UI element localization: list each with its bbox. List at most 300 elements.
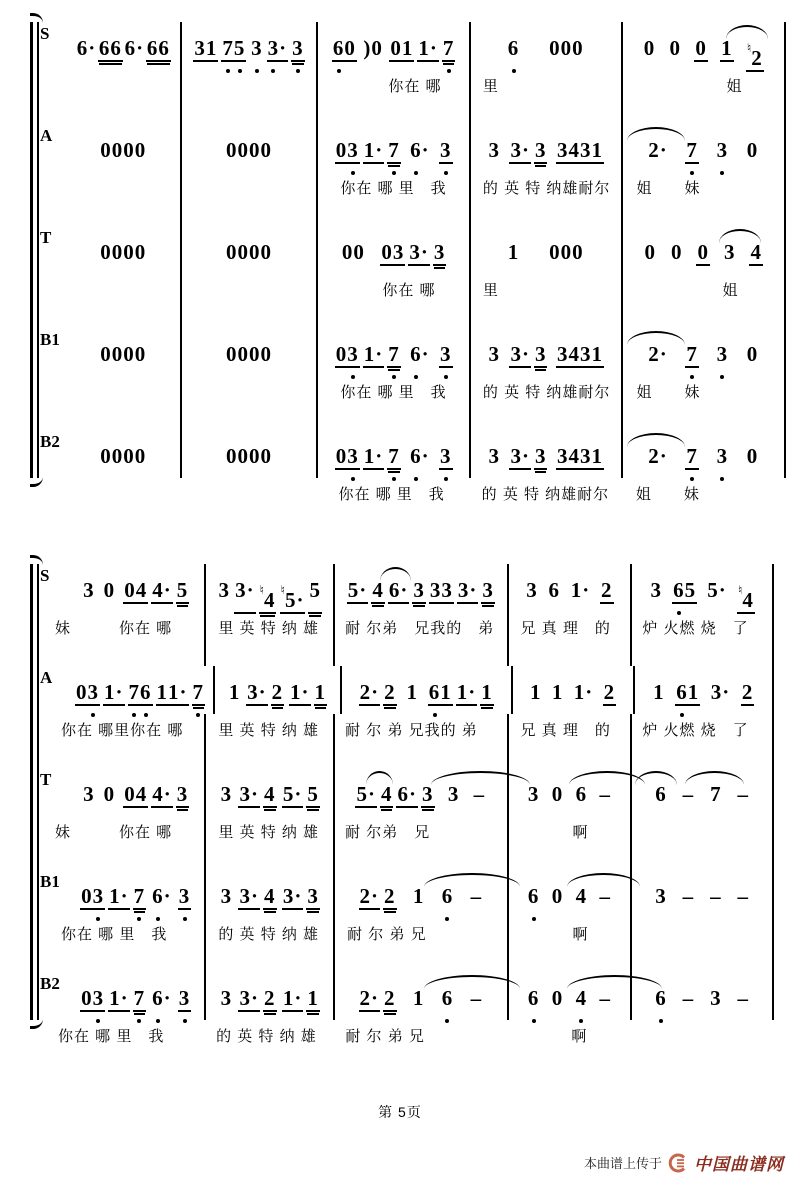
note-char: 3 [579, 444, 592, 468]
notes-line [33, 22, 180, 70]
note-char: 7 [388, 138, 400, 162]
note-char: · [371, 884, 380, 908]
note-char: 6 [146, 36, 159, 60]
lyric-cell [206, 714, 335, 768]
part-label: A [40, 126, 53, 145]
note-char: 0 [100, 444, 112, 468]
part-label: B1 [40, 872, 60, 891]
note-char: 4 [576, 986, 588, 1010]
note-char: · [258, 680, 267, 704]
note-token [341, 240, 366, 264]
note-char: 3 [440, 342, 452, 366]
note-char: 2 [601, 578, 613, 602]
note-token [709, 884, 723, 908]
note-token [548, 36, 585, 60]
note-token [716, 444, 730, 468]
note-char: 3 [650, 578, 662, 602]
note-char: 3 [194, 36, 206, 60]
note-token [749, 240, 763, 266]
lyric-cell [33, 612, 206, 666]
note-char: · [659, 138, 668, 162]
note-token [647, 444, 669, 468]
lyric-line: 里 英 特 纳 雄 [218, 824, 320, 841]
note-char: 5 [309, 578, 321, 602]
measure-cell [182, 430, 319, 478]
note-token [362, 36, 384, 60]
note-token [575, 884, 589, 908]
note-char: 5 [347, 578, 360, 602]
note-token [389, 36, 414, 62]
note-group [509, 342, 547, 368]
note-token [133, 884, 147, 910]
note-token [387, 444, 401, 470]
note-char: 0 [549, 36, 561, 60]
lyric-line: 妹 你在 哪 [55, 824, 173, 841]
note-token [706, 578, 728, 602]
note-char: 3 [556, 444, 569, 468]
note-char: 3 [292, 36, 304, 60]
note-token [741, 680, 755, 706]
note-token [383, 986, 397, 1012]
note-char: 1 [289, 680, 302, 704]
measure-cell [335, 768, 508, 816]
note-char: 3 [556, 138, 569, 162]
note-token [123, 782, 148, 808]
note-char: · [163, 578, 172, 602]
measure-cell [342, 666, 513, 714]
note-char: 3 [307, 884, 319, 908]
note-char: · [179, 680, 188, 704]
note-char: 6 [410, 444, 422, 468]
measure-cell [206, 768, 335, 816]
note-token [447, 782, 461, 806]
lyric-line [30, 478, 179, 532]
lyric-cell [206, 612, 335, 666]
note-token [263, 884, 277, 910]
note-token [371, 578, 385, 604]
note-char: 1 [573, 680, 586, 704]
note-token [643, 36, 657, 60]
note-char: · [136, 36, 145, 60]
note-token [228, 680, 242, 704]
measure-cell [33, 430, 182, 478]
note-token [746, 138, 760, 162]
note-char: 0 [353, 240, 365, 264]
note-char: 3 [93, 884, 105, 908]
note-token [649, 578, 663, 602]
note-char: 2 [648, 138, 660, 162]
lyric-cell [206, 816, 335, 870]
note-char: 1 [156, 680, 169, 704]
lyric-cell [33, 70, 182, 124]
lyric-line: 姐 [726, 78, 743, 95]
note-char: 3 [510, 138, 522, 162]
lyrics-row [33, 70, 786, 124]
part-label: T [40, 228, 52, 247]
note-char: 1 [282, 986, 295, 1010]
note-token [99, 444, 147, 468]
note-char: 3 [247, 680, 259, 704]
note-char: 1 [456, 680, 469, 704]
note-char: 2 [384, 680, 396, 704]
notes-row [33, 768, 774, 816]
lyric-line: 姐 妹 [636, 384, 701, 401]
note-token [456, 680, 478, 706]
note-token [220, 782, 234, 806]
note-char: · [115, 680, 124, 704]
lyric-cell [33, 274, 182, 328]
note-char: 4 [750, 240, 762, 264]
note-char: – [682, 986, 695, 1010]
measure-cell [335, 870, 508, 918]
note-char: · [582, 578, 591, 602]
lyric-cell [632, 1020, 774, 1074]
note-char: 0 [560, 240, 573, 264]
note-token [439, 444, 453, 470]
note-token [103, 578, 117, 602]
note-char: 0 [572, 36, 584, 60]
measure-cell [471, 124, 623, 172]
lyric-line [33, 172, 180, 226]
note-char: – [599, 884, 611, 908]
note-char: 0 [560, 36, 573, 60]
note-char: · [421, 342, 430, 366]
note-char: 1 [591, 444, 603, 468]
note-group [380, 240, 446, 266]
note-char: 5 [284, 588, 297, 613]
measure-cell [471, 430, 623, 478]
note-char: 4 [568, 444, 580, 468]
note-char: 3 [179, 986, 191, 1010]
note-char: 1 [687, 680, 700, 704]
note-char: 6 [152, 986, 164, 1010]
lyric-line: 炉 火燃 烧 了 [642, 722, 749, 739]
note-char: · [163, 986, 172, 1010]
lyric-line: 耐 尔 弟 兄 [347, 926, 427, 943]
note-char: 6 [110, 36, 122, 60]
note-char: · [371, 680, 380, 704]
note-token [654, 782, 668, 806]
note-char: 3 [220, 884, 233, 908]
note-char: 6 [673, 578, 685, 602]
note-char: 2 [648, 444, 660, 468]
note-token [151, 782, 173, 808]
note-token [124, 36, 146, 60]
note-token [481, 578, 495, 604]
note-char: 2 [603, 680, 616, 704]
note-char: 0 [746, 138, 759, 162]
note-char: · [294, 986, 303, 1010]
note-char: 3 [433, 240, 446, 264]
note-char: 3 [488, 342, 500, 366]
notes-line [632, 768, 772, 816]
measure-cell [33, 768, 206, 816]
lyric-cell [182, 376, 319, 430]
note-char: · [469, 578, 478, 602]
note-char: 6 [575, 782, 588, 806]
note-char: 7 [686, 444, 698, 468]
note-char: – [737, 782, 750, 806]
note-char: 3 [447, 782, 460, 806]
note-char: 0 [123, 240, 135, 264]
natural-sign: ♮ [259, 583, 264, 597]
measure-cell [623, 328, 786, 376]
notes-line [318, 226, 469, 274]
note-token [737, 986, 751, 1010]
note-char: 3 [556, 342, 569, 366]
notes-row [33, 430, 786, 478]
note-token [694, 36, 708, 62]
measure-cell [33, 226, 182, 274]
note-token [720, 36, 734, 62]
note-token [98, 36, 123, 62]
note-token [442, 36, 456, 62]
notes-line [182, 22, 317, 70]
notes-line [632, 870, 772, 918]
note-group [347, 578, 495, 604]
note-token [600, 578, 614, 604]
note-char: 1 [481, 680, 493, 704]
note-char: 6 [158, 36, 170, 60]
notes-line [335, 564, 506, 612]
note-char: 3 [717, 342, 729, 366]
measure-cell [509, 972, 633, 1020]
note-char: 2 [741, 680, 754, 704]
note-token [380, 240, 405, 266]
note-char: 5 [282, 782, 295, 806]
note-char: 3 [710, 680, 723, 704]
note-token [529, 680, 543, 704]
note-char: 2 [384, 884, 396, 908]
lyric-line: 你在 哪 里 我 [340, 180, 447, 197]
lyric-cell [33, 172, 182, 226]
note-char: 2 [359, 986, 371, 1010]
note-char: 0 [81, 884, 93, 908]
measure-cell [182, 22, 319, 70]
note-token [363, 138, 385, 164]
note-token [355, 782, 377, 808]
lyric-line [632, 918, 772, 972]
note-token [534, 138, 548, 164]
note-char: – [599, 782, 611, 806]
note-char: 3 [347, 444, 359, 468]
note-group [280, 578, 322, 614]
note-char: 3 [282, 884, 295, 908]
notes-line [623, 22, 784, 70]
notes-line [509, 768, 631, 816]
note-char: 7 [443, 36, 455, 60]
note-token [267, 36, 289, 62]
lyric-cell [182, 274, 319, 328]
note-char: 0 [551, 884, 564, 908]
notes-line [33, 124, 180, 172]
note-char: 3 [723, 240, 736, 264]
note-char: 0 [123, 444, 135, 468]
note-char: 1 [412, 986, 425, 1010]
lyric-cell [33, 714, 206, 768]
note-char: · [421, 444, 430, 468]
note-token [647, 342, 669, 366]
lyric-cell [182, 172, 319, 226]
note-char: 3 [429, 578, 442, 602]
note-token [271, 680, 285, 706]
note-char: · [521, 138, 530, 162]
lyric-line: 啊 [571, 1028, 588, 1045]
note-char: 0 [260, 138, 272, 162]
note-char: 0 [390, 36, 402, 60]
note-char: 1 [551, 680, 564, 704]
note-char: 3 [534, 444, 547, 468]
lyric-cell [318, 274, 471, 328]
note-token [457, 578, 479, 604]
note-char: · [722, 680, 731, 704]
lyric-line [33, 376, 180, 430]
note-token [556, 444, 604, 470]
note-group [282, 782, 320, 808]
measure-cell [632, 564, 774, 612]
note-char: – [737, 884, 750, 908]
lyric-cell [623, 70, 786, 124]
note-token [396, 782, 418, 808]
lyrics-row [33, 816, 774, 870]
note-char: 0 [746, 342, 759, 366]
notes-line [182, 226, 317, 274]
notes-line [33, 226, 180, 274]
lyric-line: 耐 尔 弟 兄 [345, 1028, 425, 1045]
lyric-cell [182, 70, 319, 124]
notes-row [33, 564, 774, 612]
note-char: · [367, 782, 376, 806]
note-char: 7 [388, 342, 400, 366]
note-char: 5 [234, 36, 246, 60]
note-token [225, 240, 273, 264]
note-char: 6 [676, 680, 688, 704]
note-char: 4 [264, 884, 276, 908]
lyric-line [33, 70, 180, 124]
notes-line [33, 328, 180, 376]
lyric-cell [622, 478, 786, 532]
lyric-cell [33, 376, 182, 430]
note-char: 0 [644, 240, 656, 264]
note-char: 3 [88, 680, 100, 704]
note-char: 3 [510, 444, 522, 468]
note-token [709, 782, 723, 806]
note-char: · [521, 444, 530, 468]
note-char: ) [363, 36, 372, 60]
note-char: 7 [686, 342, 698, 366]
note-token [652, 680, 666, 704]
measure-cell [318, 124, 471, 172]
note-char: 0 [237, 138, 249, 162]
lyric-cell [509, 612, 633, 666]
lyric-cell [33, 816, 206, 870]
measure-cell [471, 328, 623, 376]
note-group [509, 138, 547, 164]
note-char: 3 [482, 578, 494, 602]
notes-line [182, 430, 317, 478]
note-token [417, 36, 439, 62]
note-char: 0 [225, 444, 238, 468]
note-char: 0 [123, 342, 135, 366]
notes-line [206, 972, 333, 1020]
note-token [441, 884, 455, 908]
note-char: 4 [380, 782, 393, 806]
measure-cell [33, 972, 206, 1020]
note-char: 0 [248, 240, 261, 264]
note-char: 6 [429, 680, 441, 704]
note-char: 3 [717, 138, 729, 162]
note-group [80, 986, 146, 1012]
note-token [509, 138, 531, 164]
note-token [225, 138, 273, 162]
note-char: 4 [372, 578, 384, 602]
note-token [108, 884, 130, 910]
lyric-cell [471, 376, 623, 430]
lyric-cell [333, 1020, 507, 1074]
note-char: 4 [742, 588, 754, 613]
note-group [193, 36, 246, 62]
note-token [99, 342, 147, 366]
note-char: 6 [508, 36, 520, 60]
lyrics-row [30, 1020, 774, 1074]
note-token [405, 680, 419, 704]
note-char: · [296, 588, 305, 613]
note-char: 0 [134, 240, 147, 264]
notes-line [635, 666, 772, 714]
measure-cell [335, 972, 508, 1020]
note-char: 6 [333, 36, 345, 60]
lyric-cell [471, 274, 623, 328]
note-token [509, 342, 531, 368]
lyric-line: 的 英 特 纳 雄 [218, 926, 320, 943]
note-token [335, 342, 360, 368]
note-token [176, 578, 190, 604]
note-token [573, 680, 595, 704]
lyrics-row [33, 918, 774, 972]
note-char: 1 [529, 680, 542, 704]
note-char: 3 [488, 138, 500, 162]
notes-line [318, 328, 469, 376]
lyric-line: 啊 [572, 824, 589, 841]
note-token [737, 578, 755, 614]
note-char: 2 [648, 342, 660, 366]
note-token [598, 986, 612, 1010]
note-char: 6 [397, 782, 409, 806]
notes-row [33, 22, 786, 70]
note-char: 0 [237, 444, 249, 468]
note-token [409, 138, 431, 162]
note-token [225, 444, 273, 468]
note-group [238, 986, 276, 1012]
note-token [225, 342, 273, 366]
note-char: · [421, 138, 430, 162]
lyric-cell [335, 714, 508, 768]
note-token [221, 36, 246, 62]
note-char: 0 [134, 444, 147, 468]
lyric-line: 耐 尔弟 兄 [345, 824, 431, 841]
note-char: 3 [710, 986, 722, 1010]
lyric-cell [318, 172, 471, 226]
notes-line [623, 328, 784, 376]
note-group [123, 578, 189, 604]
lyric-line: 你在 哪 里 我 [58, 1028, 165, 1045]
measure-cell [471, 226, 623, 274]
measure-cell [318, 430, 471, 478]
note-token [409, 444, 431, 468]
notes-line [182, 124, 317, 172]
note-token [487, 342, 501, 366]
note-token [439, 342, 453, 368]
